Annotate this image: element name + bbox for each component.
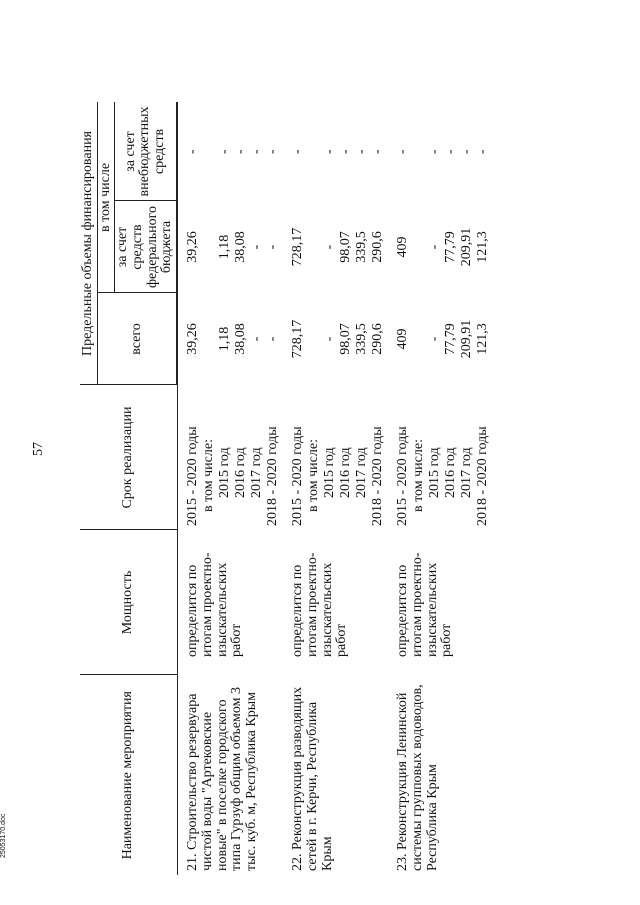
measure-name-cell [178, 675, 284, 875]
period-line: в том числе: [306, 439, 322, 512]
period-line: 2017 год [354, 447, 370, 498]
total-value [202, 297, 218, 381]
total-value-cell [388, 293, 493, 385]
federal-value: 728,17 [290, 227, 306, 267]
extrabudget-value: - [354, 149, 370, 155]
federal-value: 290,6 [370, 231, 386, 263]
header-period: Срок реализации [80, 385, 177, 530]
header-extrabudget: за счет внебюджетных средств [115, 102, 177, 201]
total-value: 121,3 [475, 323, 491, 355]
period-line: 2017 год [459, 447, 475, 498]
header-name: Наименование мероприятия [119, 691, 135, 860]
extrabudget-value: - [322, 149, 338, 155]
period-line: 2015 год [427, 447, 443, 498]
document-sheet [70, 0, 570, 890]
federal-value: 409 [395, 236, 411, 258]
extrabudget-value: - [443, 149, 459, 155]
header-funding: Предельные объемы финансирования [80, 102, 97, 385]
extrabudget-value: - [395, 149, 411, 155]
extrabudget-value: - [370, 149, 386, 155]
period-line: 2016 год [233, 447, 249, 498]
period-line: в том числе: [411, 439, 427, 512]
federal-value [307, 205, 323, 289]
footer-code: 25053170.doc [0, 813, 7, 858]
total-value: 409 [395, 328, 411, 350]
extrabudget-value: - [427, 149, 443, 155]
extrabudget-value: - [459, 149, 475, 155]
period-line: 2015 год [217, 447, 233, 498]
federal-value: 1,18 [217, 234, 233, 260]
period-line: 2018 - 2020 годы [265, 426, 281, 526]
federal-value: - [322, 244, 338, 250]
extrabudget-value-cell [388, 102, 493, 201]
period-line: 2015 - 2020 годы [185, 426, 201, 526]
total-value: 728,17 [290, 319, 306, 359]
table-row [283, 102, 388, 875]
federal-value-cell [388, 201, 493, 293]
total-value: 77,79 [443, 323, 459, 355]
extrabudget-value: - [265, 149, 281, 155]
total-value: - [427, 336, 443, 342]
row-number: 21. [185, 853, 201, 871]
measure-name-cell [283, 675, 388, 875]
extrabudget-value: - [185, 149, 201, 155]
extrabudget-value [412, 106, 428, 197]
period-line: в том числе: [201, 439, 217, 512]
period-line-cell [283, 385, 388, 530]
period-line: 2015 - 2020 годы [290, 426, 306, 526]
federal-value: 121,3 [475, 231, 491, 263]
total-value: 209,91 [459, 319, 475, 359]
measure-name: Реконструкция Ленинской системы групповых водоводов, Республика Крым [395, 684, 440, 871]
page-number: 57 [31, 442, 46, 456]
measure-name-cell [388, 675, 493, 875]
header-capacity: Мощность [80, 530, 177, 675]
federal-value: - [249, 244, 265, 250]
total-value-cell [178, 293, 284, 385]
federal-value: 39,26 [185, 231, 201, 263]
capacity-cell: определится по итогам проектно-изыскательских работ [395, 552, 455, 657]
funding-table [80, 102, 493, 875]
total-value: - [265, 336, 281, 342]
total-value: 290,6 [370, 323, 386, 355]
extrabudget-value: - [338, 149, 354, 155]
federal-value: 38,08 [233, 231, 249, 263]
capacity-cell: определится по итогам проектно-изыскательских работ [290, 552, 350, 657]
federal-value: 209,91 [459, 227, 475, 267]
total-value: 39,26 [185, 323, 201, 355]
federal-value [412, 205, 428, 289]
federal-value [202, 205, 218, 289]
period-line: 2017 год [249, 447, 265, 498]
period-line: 2018 - 2020 годы [370, 426, 386, 526]
header-total: всего [97, 293, 176, 385]
period-line: 2016 год [338, 447, 354, 498]
extrabudget-value [202, 106, 218, 197]
table-row [178, 102, 284, 875]
extrabudget-value: - [233, 149, 249, 155]
total-value: - [249, 336, 265, 342]
row-number: 22. [290, 853, 306, 871]
total-value [307, 297, 323, 381]
federal-value: 339,5 [354, 231, 370, 263]
total-value: 339,5 [354, 323, 370, 355]
row-number: 23. [395, 853, 411, 871]
extrabudget-value-cell [283, 102, 388, 201]
period-line: 2016 год [443, 447, 459, 498]
header-including: в том числе [97, 102, 115, 293]
capacity-cell: определится по итогам проектно-изыскательских работ [185, 552, 245, 657]
total-value-cell [283, 293, 388, 385]
total-value: - [322, 336, 338, 342]
extrabudget-value: - [290, 149, 306, 155]
extrabudget-value: - [475, 149, 491, 155]
extrabudget-value: - [217, 149, 233, 155]
federal-value: - [265, 244, 281, 250]
federal-value-cell [178, 201, 284, 293]
extrabudget-value: - [249, 149, 265, 155]
extrabudget-value [307, 106, 323, 197]
federal-value: 77,79 [443, 231, 459, 263]
federal-value-cell [283, 201, 388, 293]
measure-name: Строительство резервуара чистой воды "Артековские новые" в поселке городского типа Гурзуф общим объемом 3 тыс. куб. м, Республика Крым [185, 687, 259, 871]
total-value: 98,07 [338, 323, 354, 355]
federal-value: 98,07 [338, 231, 354, 263]
extrabudget-value-cell [178, 102, 284, 201]
period-line-cell [388, 385, 493, 530]
federal-value: - [427, 244, 443, 250]
total-value: 38,08 [233, 323, 249, 355]
period-line-cell [178, 385, 284, 530]
period-line: 2015 год [322, 447, 338, 498]
total-value: 1,18 [217, 326, 233, 352]
table-body [178, 102, 494, 875]
measure-name: Реконструкция разводящих сетей в г. Керчи, Республика Крым [290, 686, 335, 871]
period-line: 2015 - 2020 годы [395, 426, 411, 526]
total-value [412, 297, 428, 381]
header-federal: за счет средств федерального бюджета [115, 201, 177, 293]
period-line: 2018 - 2020 годы [475, 426, 491, 526]
table-row [388, 102, 493, 875]
